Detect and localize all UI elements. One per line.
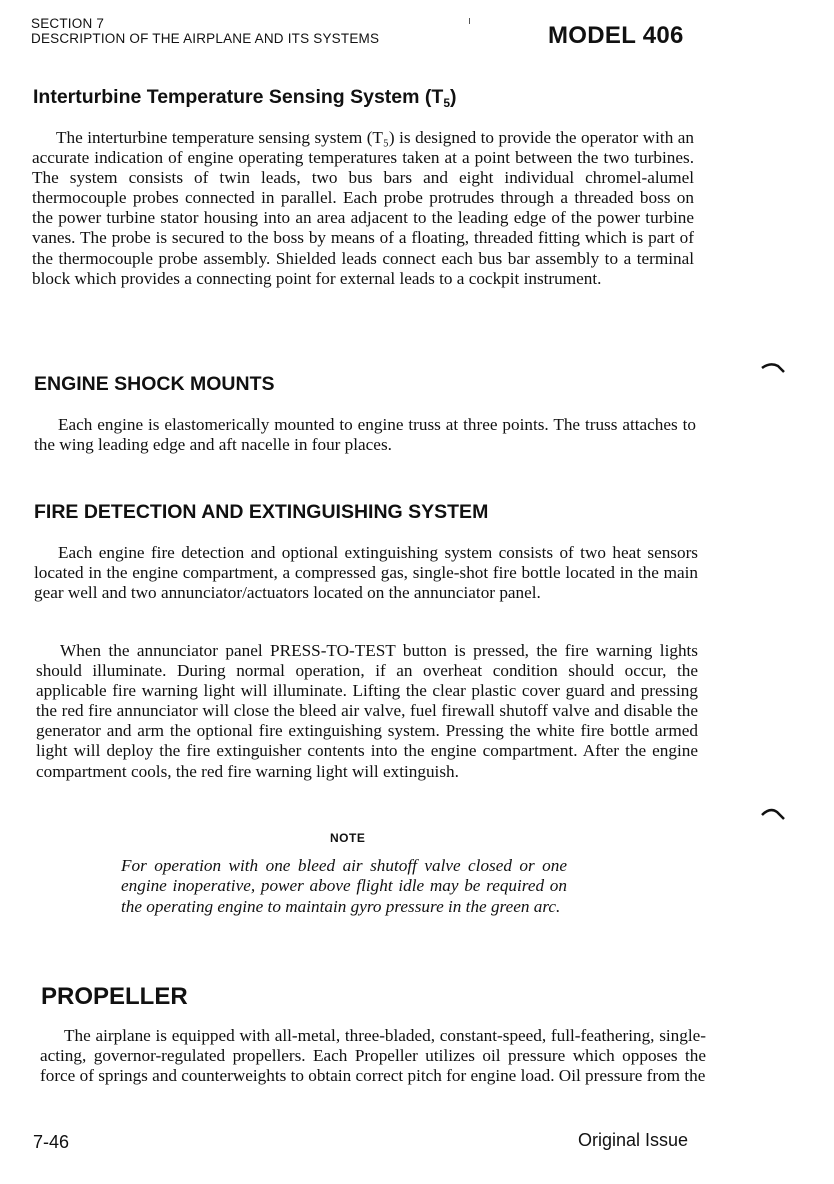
fire-paragraph-1: Each engine fire detection and optional extinguishing system consists of two heat sensors located in the engine compartment, a compressed gas, single-shot fire bottle located in the main gear well and two annunciator/actuators located on the annunciator panel. — [34, 543, 698, 603]
shock-mounts-heading: ENGINE SHOCK MOUNTS — [34, 373, 275, 395]
propeller-heading: PROPELLER — [41, 983, 188, 1010]
interturbine-heading-subscript: 5 — [443, 96, 450, 110]
section-header — [31, 16, 379, 46]
interturbine-heading — [33, 86, 457, 109]
section-title: DESCRIPTION OF THE AIRPLANE AND ITS SYSTEMS — [31, 31, 380, 46]
section-number: SECTION 7 — [31, 16, 105, 31]
page-number: 7-46 — [33, 1132, 70, 1152]
shock-mounts-paragraph: Each engine is elastomerically mounted to engine truss at three points. The truss attaches to the wing leading edge and aft nacelle in four places. — [34, 415, 696, 455]
interturbine-heading-close: ) — [450, 86, 457, 108]
model-title: MODEL 406 — [548, 22, 684, 49]
issue-label: Original Issue — [578, 1130, 689, 1150]
note-body: For operation with one bleed air shutoff valve closed or one engine inoperative, power above flight idle may be required on the operating engine to maintain gyro pressure in the green arc. — [121, 856, 567, 916]
fire-paragraph-2: When the annunciator panel PRESS-TO-TEST button is pressed, the fire warning lights should illuminate. During normal operation, if an overheat condition should occur, the applicable fire warning light will illuminate. Lifting the clear plastic cover guard and pressing the red fire annunciator will close the bleed air valve, fuel firewall shutoff valve and disable the generator and arm the optional fire extinguishing system. Pressing the white fire bottle armed light will deploy the fire extinguisher contents into the engine compartment. After the engine compartment cools, the red fire warning light will extinguish. — [36, 641, 698, 781]
fire-heading: FIRE DETECTION AND EXTINGUISHING SYSTEM — [34, 501, 489, 523]
interturbine-heading-text: Interturbine Temperature Sensing System (T — [33, 86, 444, 108]
revision-mark — [760, 362, 786, 376]
scan-mark — [469, 18, 470, 24]
interturbine-paragraph: The interturbine temperature sensing system (T₅) is designed to provide the operator with an accurate indication of engine operating temperatures taken at a point between the two turbines. The system consists of twin leads, two bus bars and eight individual chromel-alumel thermocouple probes connected in parallel. Each probe protrudes through a threaded boss on the power turbine stator housing into an area adjacent to the leading edge of the power turbine vanes. The probe is secured to the boss by means of a floating, threaded fitting which is part of the thermocouple probe assembly. Shielded leads connect each bus bar assembly to a terminal block which provides a connecting point for external leads to a cockpit instrument. — [32, 128, 694, 288]
propeller-paragraph: The airplane is equipped with all-metal, three-bladed, constant-speed, full-feathering, single-acting, governor-regulated propellers. Each Propeller utilizes oil pressure which opposes the force of springs and counterweights to obtain correct pitch for engine load. Oil pressure from the — [40, 1026, 706, 1086]
note-title: NOTE — [330, 831, 366, 845]
revision-mark — [760, 807, 786, 823]
